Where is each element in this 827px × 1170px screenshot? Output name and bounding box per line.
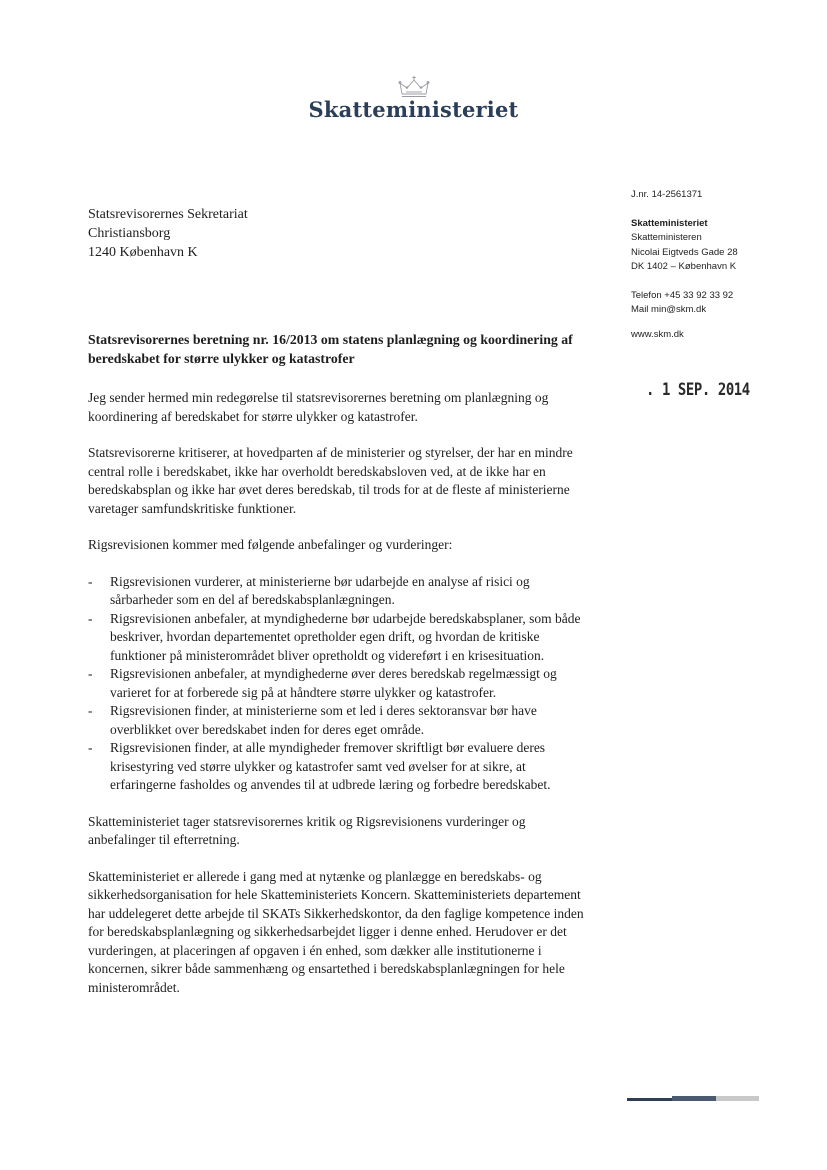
paragraph: Statsrevisorerne kritiserer, at hovedparten af de ministerier og styrelser, der har en mindre central rolle i beredskabet, ikke har overholdt beredskabsloven ved, at de ikke har en beredskabsplan og ikke har øvet deres beredskab, til trods for at de fleste af ministerierne varetager samfundskritiske funktioner. — [88, 445, 573, 516]
date-stamp: . 1 SEP. 2014 — [646, 380, 750, 400]
sender-mail: Mail min@skm.dk — [631, 304, 707, 315]
recipient-line: 1240 København K — [88, 245, 198, 260]
sender-org: Skatteministeriet — [631, 217, 708, 229]
paragraph: Skatteministeriet er allerede i gang med at nytænke og planlægge en beredskabs- og sikkerhedsorganisation for hele Skatteministeriets Koncern. Skatteministeriets departement har uddelegeret dette arbejde til SKATs Sikkerhedskontor, da den faglige kompetence inden for beredskabsplanlægning og sikkerhedsarbejdet ligger i denne enhed. Herudover er det vurderingen, at placeringen af opgaven i én enhed, som dækker alle institutionerne i koncernen, sikrer både sammenhæng og ensartethed i beredskabsplanlægningen for hele ministerområdet. — [88, 868, 584, 995]
journal-number: J.nr. 14-2561371 — [631, 189, 703, 200]
sender-phone: Telefon +45 33 92 33 92 — [631, 289, 734, 301]
list-item: - Rigsrevisionen finder, at ministerierne som et led i deres sektoransvar bør have overblikket over beredskabet inden for deres eget område. — [88, 702, 593, 739]
letter-subject: Statsrevisorernes beretning nr. 16/2013 om statens planlægning og koordinering af beredskabet for større ulykker og katastrofer — [88, 332, 573, 366]
recommendations-list — [88, 573, 593, 795]
recipient-address — [88, 205, 248, 262]
footer-bar-light — [716, 1096, 759, 1101]
list-item: - Rigsrevisionen anbefaler, at myndighederne bør udarbejde beredskabsplaner, som både beskriver, hvordan departementet opretholder egen drift, og hvordan de kritiske funktioner på ministerområdet bliver opretholdt og videreført i en krisesituation. — [88, 610, 593, 666]
logo-wordmark: Skatteministeriet — [308, 97, 519, 122]
list-item: - Rigsrevisionen anbefaler, at myndighederne øver deres beredskab regelmæssigt og varieret for at forberede sig på at håndtere større ulykker og katastrofer. — [88, 665, 593, 702]
letter-body — [88, 330, 593, 1015]
sender-dept: Skatteministeren — [631, 232, 702, 243]
sender-web: www.skm.dk — [631, 328, 684, 340]
sender-city: DK 1402 – København K — [631, 261, 737, 272]
footer-bar-mid — [672, 1096, 716, 1101]
list-item: - Rigsrevisionen finder, at alle myndigheder fremover skriftligt bør evaluere deres krisestyring ved større ulykker og katastrofer samt ved øvelser for at sikre, at erfaringerne fasholdes og anvendes til at udbrede læring og forbedre beredskabet. — [88, 739, 593, 795]
list-item: - Rigsrevisionen vurderer, at ministerierne bør udarbejde en analyse af risici og sårbarheder som en del af beredskabsplanlægningen. — [88, 573, 593, 610]
footer-bar-dark — [627, 1098, 672, 1101]
recipient-line: Christiansborg — [88, 226, 171, 241]
paragraph: Jeg sender hermed min redegørelse til statsrevisorernes beretning om planlægning og koordinering af beredskabet for større ulykker og katastrofer. — [88, 390, 549, 424]
sender-info — [631, 188, 738, 342]
recipient-line: Statsrevisorernes Sekretariat — [88, 207, 248, 222]
paragraph: Skatteministeriet tager statsrevisorernes kritik og Rigsrevisionens vurderinger og anbefalinger til efterretning. — [88, 813, 526, 847]
list-intro: Rigsrevisionen kommer med følgende anbefalinger og vurderinger: — [88, 537, 453, 552]
sender-street: Nicolai Eigtveds Gade 28 — [631, 246, 738, 258]
